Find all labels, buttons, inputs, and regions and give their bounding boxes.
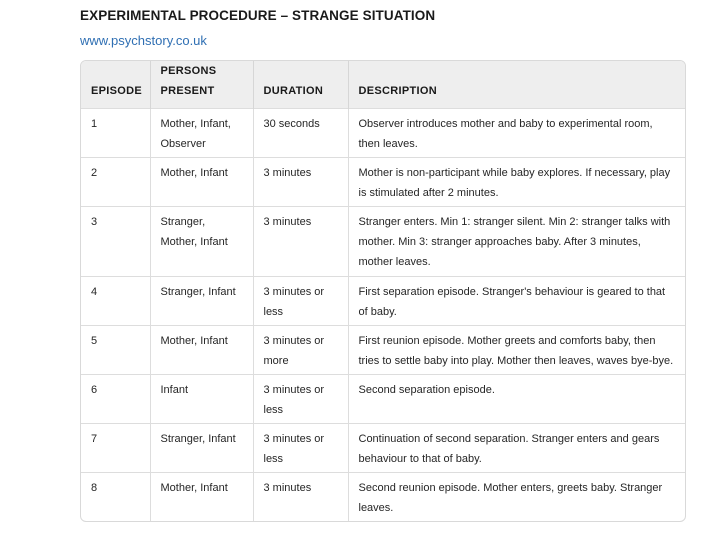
- cell-episode: 3: [81, 207, 150, 277]
- page-title: EXPERIMENTAL PROCEDURE – STRANGE SITUATION: [80, 8, 436, 23]
- procedure-table-container: [80, 60, 686, 522]
- cell-duration: 3 minutes or less: [253, 423, 348, 472]
- cell-episode: 4: [81, 276, 150, 325]
- header-persons-present: [150, 61, 253, 109]
- cell-description: First separation episode. Stranger's behaviour is geared to that of baby.: [348, 276, 685, 325]
- cell-persons: Mother, Infant: [150, 158, 253, 207]
- cell-persons: Stranger, Infant: [150, 423, 253, 472]
- table-row: [81, 158, 685, 207]
- cell-description: First reunion episode. Mother greets and comforts baby, then tries to settle baby into play. Mother then leaves, waves bye-bye.: [348, 325, 685, 374]
- cell-persons: Infant: [150, 374, 253, 423]
- procedure-table: [81, 61, 685, 521]
- table-row: [81, 423, 685, 472]
- table-header-row: [81, 61, 685, 109]
- cell-persons: Mother, Infant: [150, 325, 253, 374]
- cell-description: Second separation episode.: [348, 374, 685, 423]
- cell-persons: Stranger, Mother, Infant: [150, 207, 253, 277]
- cell-duration: 3 minutes or less: [253, 276, 348, 325]
- cell-episode: 6: [81, 374, 150, 423]
- cell-duration: 3 minutes: [253, 158, 348, 207]
- cell-description: Stranger enters. Min 1: stranger silent. Min 2: stranger talks with mother. Min 3: stranger approaches baby. After 3 minutes, mother leaves.: [348, 207, 685, 277]
- cell-description: Mother is non-participant while baby explores. If necessary, play is stimulated after 2 minutes.: [348, 158, 685, 207]
- source-link[interactable]: www.psychstory.co.uk: [80, 33, 207, 48]
- cell-persons: Mother, Infant: [150, 472, 253, 521]
- cell-duration: 3 minutes or more: [253, 325, 348, 374]
- cell-duration: 3 minutes: [253, 207, 348, 277]
- table-row: [81, 207, 685, 277]
- cell-episode: 8: [81, 472, 150, 521]
- cell-duration: 3 minutes: [253, 472, 348, 521]
- table-row: [81, 472, 685, 521]
- header-duration: DURATION: [253, 61, 348, 109]
- header-persons-line2: PRESENT: [160, 85, 215, 97]
- table-row: [81, 109, 685, 158]
- header-description: DESCRIPTION: [348, 61, 685, 109]
- header-persons-line1: PERSONS: [160, 65, 217, 77]
- cell-description: Second reunion episode. Mother enters, greets baby. Stranger leaves.: [348, 472, 685, 521]
- table-row: [81, 325, 685, 374]
- cell-episode: 2: [81, 158, 150, 207]
- cell-episode: 5: [81, 325, 150, 374]
- cell-persons: Stranger, Infant: [150, 276, 253, 325]
- cell-description: Observer introduces mother and baby to experimental room, then leaves.: [348, 109, 685, 158]
- cell-duration: 30 seconds: [253, 109, 348, 158]
- header-episode: EPISODE: [91, 85, 143, 97]
- table-row: [81, 276, 685, 325]
- cell-duration: 3 minutes or less: [253, 374, 348, 423]
- cell-description: Continuation of second separation. Stranger enters and gears behaviour to that of baby.: [348, 423, 685, 472]
- cell-episode: 7: [81, 423, 150, 472]
- table-row: [81, 374, 685, 423]
- cell-episode: 1: [81, 109, 150, 158]
- cell-persons: Mother, Infant, Observer: [150, 109, 253, 158]
